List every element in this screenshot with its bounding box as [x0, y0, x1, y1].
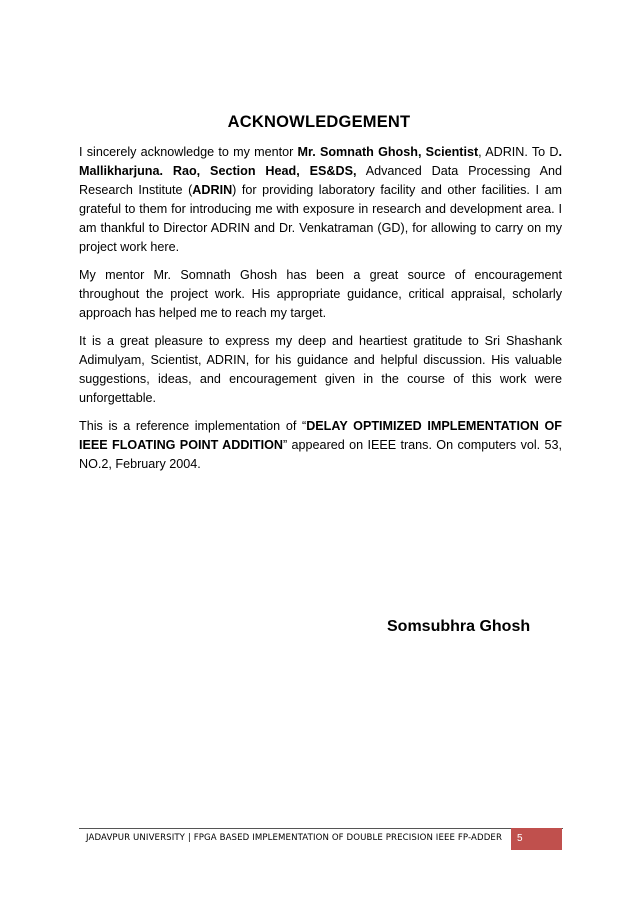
paragraph-3: It is a great pleasure to express my deep and heartiest gratitude to Sri Shashank Adimulyam, Scientist, ADRIN, for his guidance and helpful discussion. His valuable suggestions, ideas, and encouragement given in the course of this work were unforgettable. [79, 334, 562, 405]
paragraph-4: This is a reference implementation of “DELAY OPTIMIZED IMPLEMENTATION OF IEEE FLOATING POINT ADDITION” appeared on IEEE trans. On computers vol. 53, NO.2, February 2004. [79, 419, 563, 471]
paper-title: DELAY OPTIMIZED IMPLEMENTATION OF IEEE FLOATING POINT ADDITION [79, 419, 562, 452]
footer-text: JADAVPUR UNIVERSITY | FPGA BASED IMPLEMENTATION OF DOUBLE PRECISION IEEE FP-ADDER [86, 833, 503, 843]
page-number: 5 [511, 828, 562, 850]
paragraph-2: My mentor Mr. Somnath Ghosh has been a great source of encouragement throughout the project work. His appropriate guidance, critical appraisal, scholarly approach has helped me to reach my target. [79, 268, 562, 320]
paragraph-1: I sincerely acknowledge to my mentor Mr. Somnath Ghosh, Scientist, ADRIN. To D. Mallikharjuna. Rao, Section Head, ES&DS, Advanced Data Processing And Research Institute (ADRIN) for providing laboratory facility and other facilities. I am grateful to them for introducing me with exposure in research and development area. I am thankful to Director ADRIN and Dr. Venkatraman (GD), for allowing to carry on my project work here. [79, 145, 563, 254]
acknowledgement-body [79, 143, 562, 483]
signature-name: Somsubhra Ghosh [387, 618, 531, 635]
footer-divider [79, 828, 563, 829]
page-title: ACKNOWLEDGEMENT [227, 113, 411, 131]
mentor-name: Mr. Somnath Ghosh, Scientist [297, 145, 479, 159]
